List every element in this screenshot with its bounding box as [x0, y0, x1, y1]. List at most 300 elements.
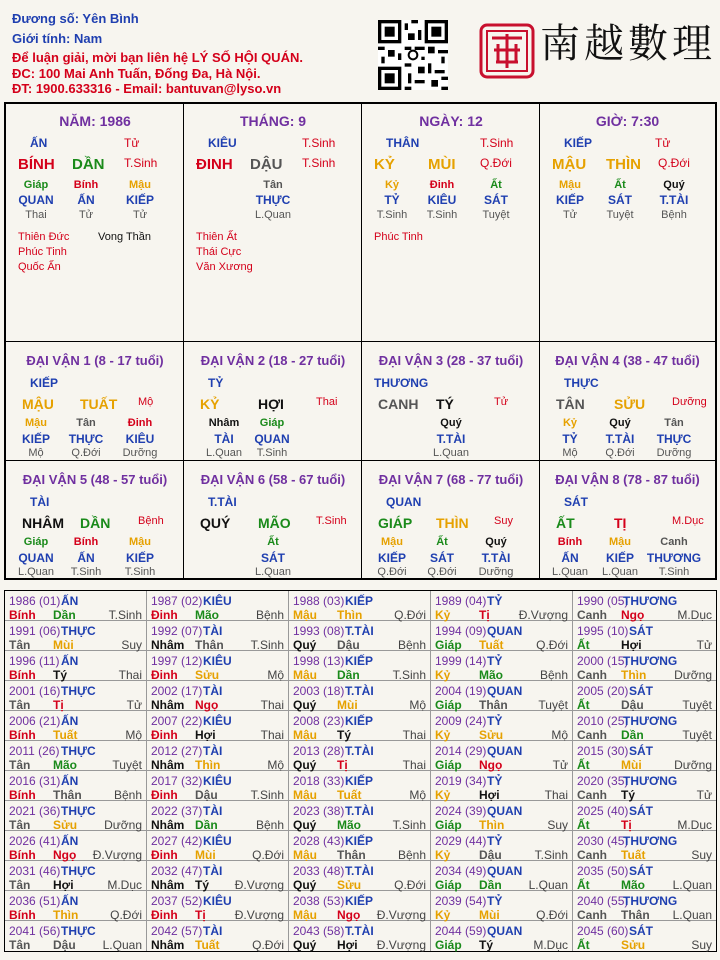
year-ts: T.Sinh: [534, 848, 568, 862]
year-god: T.TÀI: [345, 744, 374, 758]
year-label: 2001 (16): [9, 684, 61, 698]
hidden-stem: Quý: [485, 536, 507, 548]
year-branch: Dần: [479, 878, 502, 892]
hidden-god: KIẾP: [555, 193, 585, 207]
hidden-god: THỰC: [656, 432, 692, 446]
year-god: ẤN: [61, 654, 79, 668]
dai-van-cell: [184, 342, 362, 461]
dai-van-cell: [184, 461, 362, 580]
year-ts: T.Sinh: [108, 608, 142, 622]
year-label: 1992 (07): [151, 624, 203, 638]
year-stem: Giáp: [435, 938, 462, 952]
year-label: 2023 (38): [293, 804, 345, 818]
year-god: ẤN: [61, 834, 79, 848]
year-cell: [573, 921, 716, 951]
year-ts: Mộ: [267, 758, 284, 772]
year-cell: [431, 891, 573, 921]
dai-van-ts: Thai: [316, 396, 338, 408]
year-branch: Mão: [621, 878, 645, 892]
dai-van-branch: HỢI: [258, 396, 284, 412]
hidden-stem: Kỷ: [384, 179, 400, 191]
year-ts: Q.Đới: [394, 608, 426, 622]
year-ts: Đ.Vượng: [234, 908, 284, 922]
year-god: ẤN: [61, 714, 79, 728]
pillar-top-ts: Tử: [124, 136, 140, 150]
hidden-ts: T.Sinh: [426, 209, 458, 221]
year-stem: Giáp: [435, 758, 462, 772]
year-stem: Kỷ: [435, 728, 451, 742]
year-ts: M.Dục: [677, 608, 712, 622]
year-label: 1991 (06): [9, 624, 61, 638]
year-ts: L.Quan: [672, 908, 712, 922]
pillar-star: Vong Thần: [98, 231, 152, 243]
year-ts: T.Sinh: [392, 818, 426, 832]
year-cell: [431, 711, 573, 741]
year-label: 1999 (14): [435, 654, 487, 668]
year-label: 1998 (13): [293, 654, 345, 668]
year-label: 2029 (44): [435, 834, 487, 848]
pillar-star: Quốc Ấn: [18, 261, 61, 273]
pillar-star: Thiên Ất: [196, 231, 237, 243]
hidden-stem: Mậu: [129, 179, 151, 191]
hidden-ts: Tuyệt: [482, 209, 510, 221]
hidden-ts: T.Sinh: [124, 566, 156, 578]
hidden-god: ẤN: [77, 193, 95, 207]
dai-van-title: ĐẠI VẬN 8 (78 - 87 tuổi): [555, 472, 700, 487]
year-label: 2032 (47): [151, 864, 203, 878]
year-stem: Đinh: [151, 608, 178, 622]
header: [0, 0, 720, 102]
year-cell: [289, 891, 431, 921]
year-god: ẤN: [61, 774, 79, 788]
year-cell: [147, 591, 289, 621]
pillar-top-ts: T.Sinh: [302, 136, 336, 150]
hidden-stem: Bính: [73, 536, 99, 548]
hidden-god: QUAN: [254, 432, 290, 446]
hidden-stem: Bính: [73, 179, 99, 191]
hidden-stem: Kỷ: [562, 417, 578, 429]
hidden-ts: L.Quan: [254, 566, 292, 578]
year-label: 2028 (43): [293, 834, 345, 848]
hidden-god: SÁT: [608, 193, 632, 207]
year-ts: Mộ: [409, 698, 426, 712]
hidden-ts: T.Sinh: [376, 209, 408, 221]
year-stem: Mậu: [293, 908, 317, 922]
dai-van-cell: [540, 461, 715, 580]
pillar-top-god: KIẾP: [564, 136, 593, 150]
year-branch: Mão: [195, 608, 219, 622]
year-label: 2037 (52): [151, 894, 203, 908]
year-stem: Ất: [577, 818, 590, 832]
year-ts: Suy: [691, 848, 712, 862]
year-stem: Bính: [9, 908, 36, 922]
year-god: KIẾP: [345, 834, 374, 848]
year-branch: Thân: [53, 788, 82, 802]
year-god: TÀI: [203, 804, 223, 818]
year-branch: Sửu: [337, 878, 362, 892]
hidden-god: SÁT: [430, 551, 454, 565]
pillar-stem: ĐINH: [196, 156, 233, 173]
year-label: 2024 (39): [435, 804, 487, 818]
year-label: 2034 (49): [435, 864, 487, 878]
year-cell: [5, 651, 147, 681]
year-ts: Bệnh: [397, 848, 426, 862]
year-label: 2045 (60): [577, 924, 629, 938]
pillar-title: NGÀY: 12: [419, 113, 483, 129]
year-branch: Tý: [479, 938, 494, 952]
year-branch: Ngọ: [53, 848, 77, 862]
year-cell: [147, 711, 289, 741]
year-cell: [431, 651, 573, 681]
year-branch: Thân: [479, 698, 508, 712]
hidden-stem: Ất: [614, 179, 626, 191]
year-label: 2014 (29): [435, 744, 487, 758]
year-cell: [5, 711, 147, 741]
hidden-god: SÁT: [261, 551, 285, 565]
year-label: 2030 (45): [577, 834, 629, 848]
dai-van-branch: THÌN: [436, 515, 469, 531]
dai-van-ts: Suy: [494, 515, 513, 527]
year-label: 1986 (01): [9, 594, 61, 608]
year-branch: Sửu: [195, 668, 220, 682]
chart-grid: [4, 102, 717, 580]
year-label: 2027 (42): [151, 834, 203, 848]
year-god: THỰC: [61, 804, 96, 818]
year-label: 2022 (37): [151, 804, 203, 818]
year-god: KIẾP: [345, 714, 374, 728]
year-ts: Tử: [552, 758, 568, 772]
year-cell: [147, 891, 289, 921]
year-branch: Hợi: [337, 938, 358, 952]
year-ts: Q.Đới: [252, 848, 284, 862]
pillar-star: Văn Xương: [196, 261, 253, 273]
hidden-ts: Q.Đới: [605, 447, 635, 459]
dai-van-cell: [6, 461, 184, 580]
year-stem: Mậu: [293, 728, 317, 742]
year-god: THƯƠNG: [623, 894, 678, 908]
year-stem: Nhâm: [151, 938, 185, 952]
year-god: SÁT: [629, 744, 653, 758]
dai-van-god: TỶ: [208, 376, 224, 390]
year-branch: Thìn: [53, 908, 79, 922]
year-branch: Thìn: [337, 608, 363, 622]
year-cell: [573, 891, 716, 921]
year-god: QUAN: [487, 744, 523, 758]
year-cell: [147, 771, 289, 801]
year-branch: Dần: [53, 608, 76, 622]
dai-van-branch: MÃO: [258, 515, 291, 531]
year-ts: Mộ: [125, 728, 142, 742]
year-god: T.TÀI: [345, 624, 374, 638]
year-label: 2020 (35): [577, 774, 629, 788]
hidden-ts: Dưỡng: [122, 447, 158, 459]
hidden-stem: Quý: [609, 417, 631, 429]
year-ts: T.Sinh: [250, 638, 284, 652]
year-label: 2004 (19): [435, 684, 487, 698]
year-label: 2039 (54): [435, 894, 487, 908]
dai-van-stem: MẬU: [22, 396, 54, 412]
year-cell: [147, 921, 289, 951]
year-branch: Ngọ: [479, 758, 503, 772]
year-branch: Thìn: [621, 668, 647, 682]
dai-van-stem: TÂN: [556, 396, 585, 412]
year-stem: Bính: [9, 608, 36, 622]
hidden-god: T.TÀI: [605, 432, 635, 446]
pillar-stem: BÍNH: [18, 156, 55, 173]
year-stem: Kỷ: [435, 788, 451, 802]
year-cell: [289, 651, 431, 681]
year-label: 2033 (48): [293, 864, 345, 878]
annual-luck-grid: [4, 590, 717, 952]
year-god: QUAN: [487, 624, 523, 638]
year-branch: Mão: [479, 668, 503, 682]
year-stem: Bính: [9, 668, 36, 682]
pillar-title: NĂM: 1986: [59, 113, 131, 129]
year-stem: Giáp: [435, 698, 462, 712]
year-ts: L.Quan: [102, 938, 142, 952]
pillar-branch-ts: T.Sinh: [124, 156, 158, 170]
dai-van-stem: NHÂM: [22, 515, 64, 531]
hidden-stem: Giáp: [23, 536, 49, 548]
phone-email[interactable]: ĐT: 1900.633316 - Email: bantuvan@lyso.vn: [12, 81, 282, 96]
hidden-ts: L.Quan: [254, 209, 292, 221]
year-branch: Tý: [621, 788, 636, 802]
year-stem: Bính: [9, 788, 36, 802]
year-stem: Tân: [9, 758, 31, 772]
dai-van-ts: Dưỡng: [672, 396, 707, 408]
hidden-god: TÀI: [214, 432, 234, 446]
year-label: 2040 (55): [577, 894, 629, 908]
year-label: 2002 (17): [151, 684, 203, 698]
hidden-stem: Đinh: [429, 179, 455, 191]
hidden-god: QUAN: [18, 193, 54, 207]
year-label: 1989 (04): [435, 594, 487, 608]
year-stem: Ất: [577, 758, 590, 772]
hidden-god: KIẾP: [377, 551, 407, 565]
year-label: 2003 (18): [293, 684, 345, 698]
year-cell: [573, 591, 716, 621]
dai-van-god: KIẾP: [30, 376, 59, 390]
year-stem: Giáp: [435, 818, 462, 832]
pillar-branch: DẦN: [72, 156, 105, 173]
year-god: KIÊU: [203, 894, 232, 908]
year-god: THƯƠNG: [623, 654, 678, 668]
year-branch: Dần: [195, 818, 218, 832]
dai-van-god: THỰC: [564, 376, 599, 390]
year-branch: Mão: [53, 758, 77, 772]
year-branch: Dậu: [337, 638, 360, 652]
year-branch: Tị: [53, 698, 64, 712]
year-stem: Quý: [293, 638, 317, 652]
year-stem: Kỷ: [435, 608, 451, 622]
year-god: THƯƠNG: [623, 714, 678, 728]
pillar-branch: DẬU: [250, 156, 283, 173]
year-cell: [431, 921, 573, 951]
year-cell: [289, 741, 431, 771]
hidden-stem: Ất: [267, 536, 279, 548]
year-cell: [289, 921, 431, 951]
pillar-cell: [540, 104, 715, 342]
pillar-cell: [362, 104, 540, 342]
year-stem: Đinh: [151, 908, 178, 922]
year-god: TỶ: [487, 834, 503, 848]
hidden-stem: Ất: [490, 179, 502, 191]
year-god: TÀI: [203, 924, 223, 938]
year-branch: Ngọ: [337, 908, 361, 922]
year-label: 2036 (51): [9, 894, 61, 908]
year-ts: Tử: [696, 788, 712, 802]
hidden-stem: Đinh: [127, 417, 153, 429]
year-branch: Dậu: [195, 788, 218, 802]
year-stem: Giáp: [435, 638, 462, 652]
year-cell: [5, 801, 147, 831]
pillar-cell: [6, 104, 184, 342]
year-stem: Nhâm: [151, 758, 185, 772]
dai-van-branch: TÝ: [436, 396, 454, 412]
hidden-ts: L.Quan: [601, 566, 639, 578]
year-label: 1990 (05): [577, 594, 629, 608]
year-cell: [5, 591, 147, 621]
year-ts: Suy: [547, 818, 568, 832]
year-stem: Canh: [577, 668, 607, 682]
year-label: 2000 (15): [577, 654, 629, 668]
year-ts: Tuyệt: [682, 728, 712, 742]
hidden-ts: Mộ: [28, 447, 44, 459]
year-stem: Tân: [9, 638, 31, 652]
year-god: TÀI: [203, 744, 223, 758]
year-label: 1987 (02): [151, 594, 203, 608]
dai-van-god: SÁT: [564, 495, 588, 509]
year-god: KIÊU: [203, 834, 232, 848]
year-cell: [147, 831, 289, 861]
dai-van-god: T.TÀI: [208, 495, 237, 509]
hidden-ts: T.Sinh: [256, 447, 288, 459]
year-cell: [289, 771, 431, 801]
hidden-god: ẤN: [77, 551, 95, 565]
year-ts: T.Sinh: [392, 668, 426, 682]
hidden-stem: Mậu: [129, 536, 151, 548]
hidden-stem: Mậu: [25, 417, 47, 429]
hidden-stem: Tân: [664, 417, 684, 429]
year-god: SÁT: [629, 804, 653, 818]
year-label: 2025 (40): [577, 804, 629, 818]
year-label: 2026 (41): [9, 834, 61, 848]
year-label: 2042 (57): [151, 924, 203, 938]
year-cell: [289, 681, 431, 711]
year-cell: [573, 651, 716, 681]
dai-van-title: ĐẠI VẬN 4 (38 - 47 tuổi): [555, 353, 700, 368]
pillar-branch-ts: Q.Đới: [658, 156, 690, 170]
year-label: 2017 (32): [151, 774, 203, 788]
year-branch: Thân: [337, 848, 366, 862]
year-god: KIÊU: [203, 774, 232, 788]
year-god: TÀI: [203, 864, 223, 878]
year-branch: Dần: [337, 668, 360, 682]
hidden-ts: Tử: [132, 209, 148, 221]
year-ts: Đ.Vượng: [92, 848, 142, 862]
year-branch: Hợi: [479, 788, 500, 802]
year-cell: [5, 771, 147, 801]
hidden-ts: L.Quan: [551, 566, 589, 578]
year-cell: [5, 921, 147, 951]
year-ts: Suy: [121, 638, 142, 652]
year-stem: Quý: [293, 938, 317, 952]
dai-van-ts: Tử: [494, 396, 509, 408]
year-ts: Bệnh: [255, 608, 284, 622]
dai-van-god: QUAN: [386, 495, 422, 509]
year-god: TỶ: [487, 594, 503, 608]
hidden-stem: Tân: [76, 417, 96, 429]
year-label: 2007 (22): [151, 714, 203, 728]
year-label: 2008 (23): [293, 714, 345, 728]
year-ts: Đ.Vượng: [234, 878, 284, 892]
year-god: THỰC: [61, 624, 96, 638]
hidden-stem: Ất: [436, 536, 448, 548]
dai-van-cell: [362, 342, 540, 461]
year-ts: L.Quan: [672, 878, 712, 892]
year-label: 2012 (27): [151, 744, 203, 758]
dai-van-cell: [540, 342, 715, 461]
year-ts: Đ.Vượng: [376, 908, 426, 922]
pillar-branch-ts: Q.Đới: [480, 156, 512, 170]
year-stem: Canh: [577, 788, 607, 802]
year-branch: Dần: [621, 728, 644, 742]
year-ts: Mộ: [551, 728, 568, 742]
year-branch: Tị: [195, 908, 206, 922]
year-god: T.TÀI: [345, 924, 374, 938]
hidden-stem: Mậu: [559, 179, 581, 191]
year-label: 2005 (20): [577, 684, 629, 698]
year-cell: [289, 591, 431, 621]
year-stem: Mậu: [293, 788, 317, 802]
dai-van-cell: [362, 461, 540, 580]
year-god: TỶ: [487, 774, 503, 788]
pillar-title: THÁNG: 9: [239, 113, 307, 129]
year-label: 1994 (09): [435, 624, 487, 638]
dai-van-stem: CANH: [378, 396, 419, 412]
year-cell: [431, 621, 573, 651]
year-ts: Bệnh: [397, 638, 426, 652]
dai-van-title: ĐẠI VẬN 7 (68 - 77 tuổi): [378, 472, 524, 487]
year-branch: Tuất: [479, 638, 504, 652]
pillar-stem: KỶ: [374, 156, 395, 173]
year-stem: Tân: [9, 938, 31, 952]
year-ts: Mộ: [409, 788, 426, 802]
hidden-ts: Mộ: [562, 447, 578, 459]
hidden-ts: L.Quan: [432, 447, 470, 459]
dai-van-title: ĐẠI VẬN 5 (48 - 57 tuổi): [22, 472, 168, 487]
year-ts: Suy: [691, 938, 712, 952]
hidden-stem: Quý: [440, 417, 462, 429]
year-label: 2011 (26): [9, 744, 60, 758]
year-ts: Mộ: [267, 668, 284, 682]
year-stem: Canh: [577, 608, 607, 622]
year-cell: [289, 861, 431, 891]
year-ts: Q.Đới: [110, 908, 142, 922]
dai-van-stem: QUÝ: [200, 515, 231, 531]
pillar-star: Thái Cực: [196, 246, 242, 258]
year-ts: Tử: [696, 638, 712, 652]
pillar-star: Phúc Tinh: [374, 231, 423, 243]
hidden-god: KIẾP: [21, 432, 51, 446]
year-god: TỶ: [487, 714, 503, 728]
year-stem: Canh: [577, 848, 607, 862]
qr-code-icon[interactable]: [378, 20, 448, 90]
year-god: KIẾP: [345, 594, 374, 608]
year-stem: Kỷ: [435, 668, 451, 682]
year-branch: Tị: [479, 608, 490, 622]
year-stem: Đinh: [151, 728, 178, 742]
